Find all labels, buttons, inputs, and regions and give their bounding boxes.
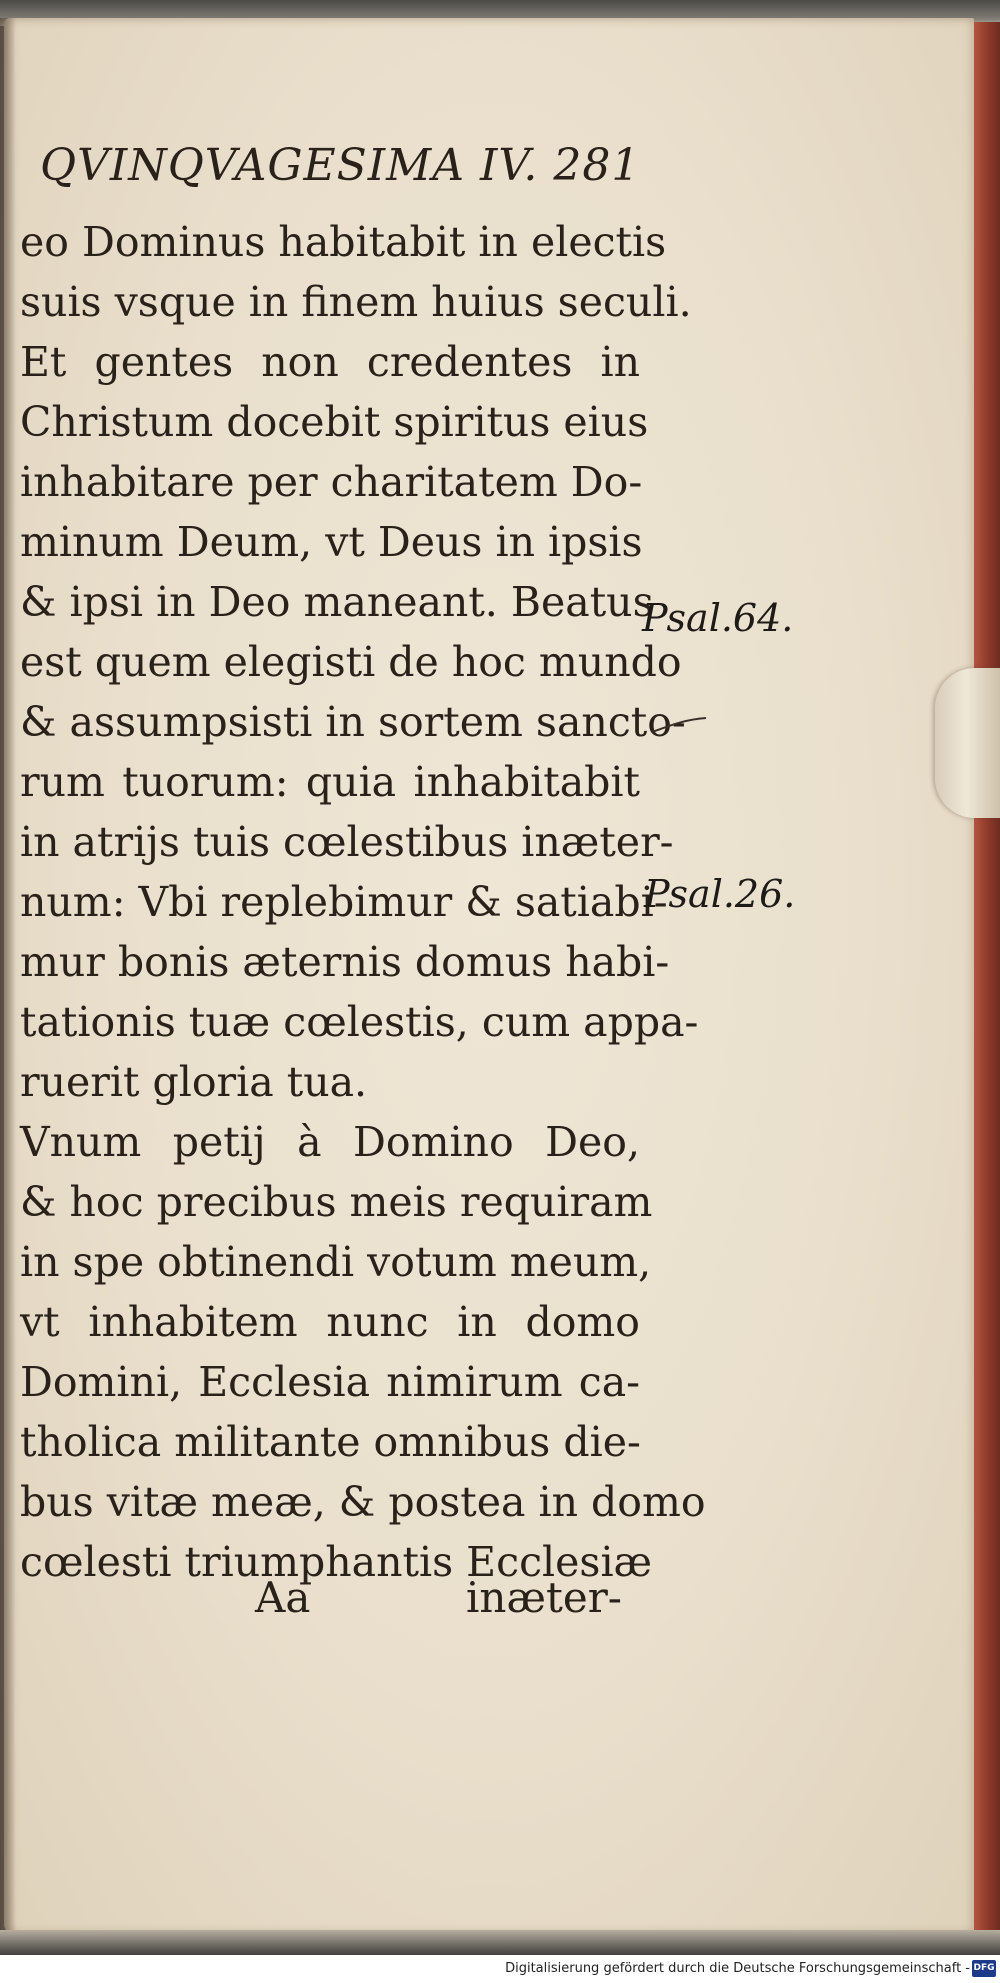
text-line: num: Vbi replebimur & satiabi- xyxy=(20,878,668,926)
text-line: rum tuorum: quia inhabitabit xyxy=(20,758,640,806)
dfg-logo: DFG xyxy=(972,1960,996,1977)
text-line: in atrijs tuis cœlestibus inæter- xyxy=(20,818,674,866)
text-line: inhabitare per charitatem Do- xyxy=(20,458,643,506)
text-line: Vnum petij à Domino Deo, xyxy=(20,1118,640,1166)
text-line: suis vsque in finem huius seculi. xyxy=(20,278,692,326)
text-line: bus vitæ meæ, & postea in domo xyxy=(20,1478,706,1526)
text-line: Christum docebit spiritus eius xyxy=(20,398,649,446)
text-line: est quem elegisti de hoc mundo xyxy=(20,638,682,686)
text-line: mur bonis æternis domus habi- xyxy=(20,938,670,986)
text-line: & hoc precibus meis requiram xyxy=(20,1178,653,1226)
body-text xyxy=(20,212,706,1592)
text-line: cœlesti triumphantis Ecclesiæ xyxy=(20,1538,653,1586)
text-line: & ipsi in Deo maneant. Beatus xyxy=(20,578,654,626)
book-bottom-edge xyxy=(0,1930,1000,1956)
text-line: vt inhabitem nunc in domo xyxy=(20,1298,640,1346)
running-head: QVINQVAGESIMA IV. 281 xyxy=(40,140,641,191)
text-line: & assumpsisti in sortem sancto- xyxy=(20,698,686,746)
text-line: ruerit gloria tua. xyxy=(20,1058,368,1106)
ink-stroke-mark xyxy=(650,710,710,740)
gutter-shadow xyxy=(0,18,16,1934)
text-line: tationis tuæ cœlestis, cum appa- xyxy=(20,998,699,1046)
catchword: inæter- xyxy=(466,1573,622,1622)
text-line: Domini, Ecclesia nimirum ca- xyxy=(20,1358,640,1406)
text-line: Et gentes non credentes in xyxy=(20,338,640,386)
marginal-note-psalm-26: Psal.26. xyxy=(644,872,796,916)
text-line: tholica militante omnibus die- xyxy=(20,1418,641,1466)
signature-mark: Aa xyxy=(255,1573,311,1622)
text-line: eo Dominus habitabit in electis xyxy=(20,218,667,266)
funding-credit: Digitalisierung gefördert durch die Deutsche Forschungsgemeinschaft - xyxy=(505,1961,970,1976)
clasp-tab xyxy=(935,668,1000,818)
text-line: in spe obtinendi votum meum, xyxy=(20,1238,652,1286)
text-line: minum Deum, vt Deus in ipsis xyxy=(20,518,643,566)
marginal-note-psalm-64: Psal.64. xyxy=(642,596,794,640)
